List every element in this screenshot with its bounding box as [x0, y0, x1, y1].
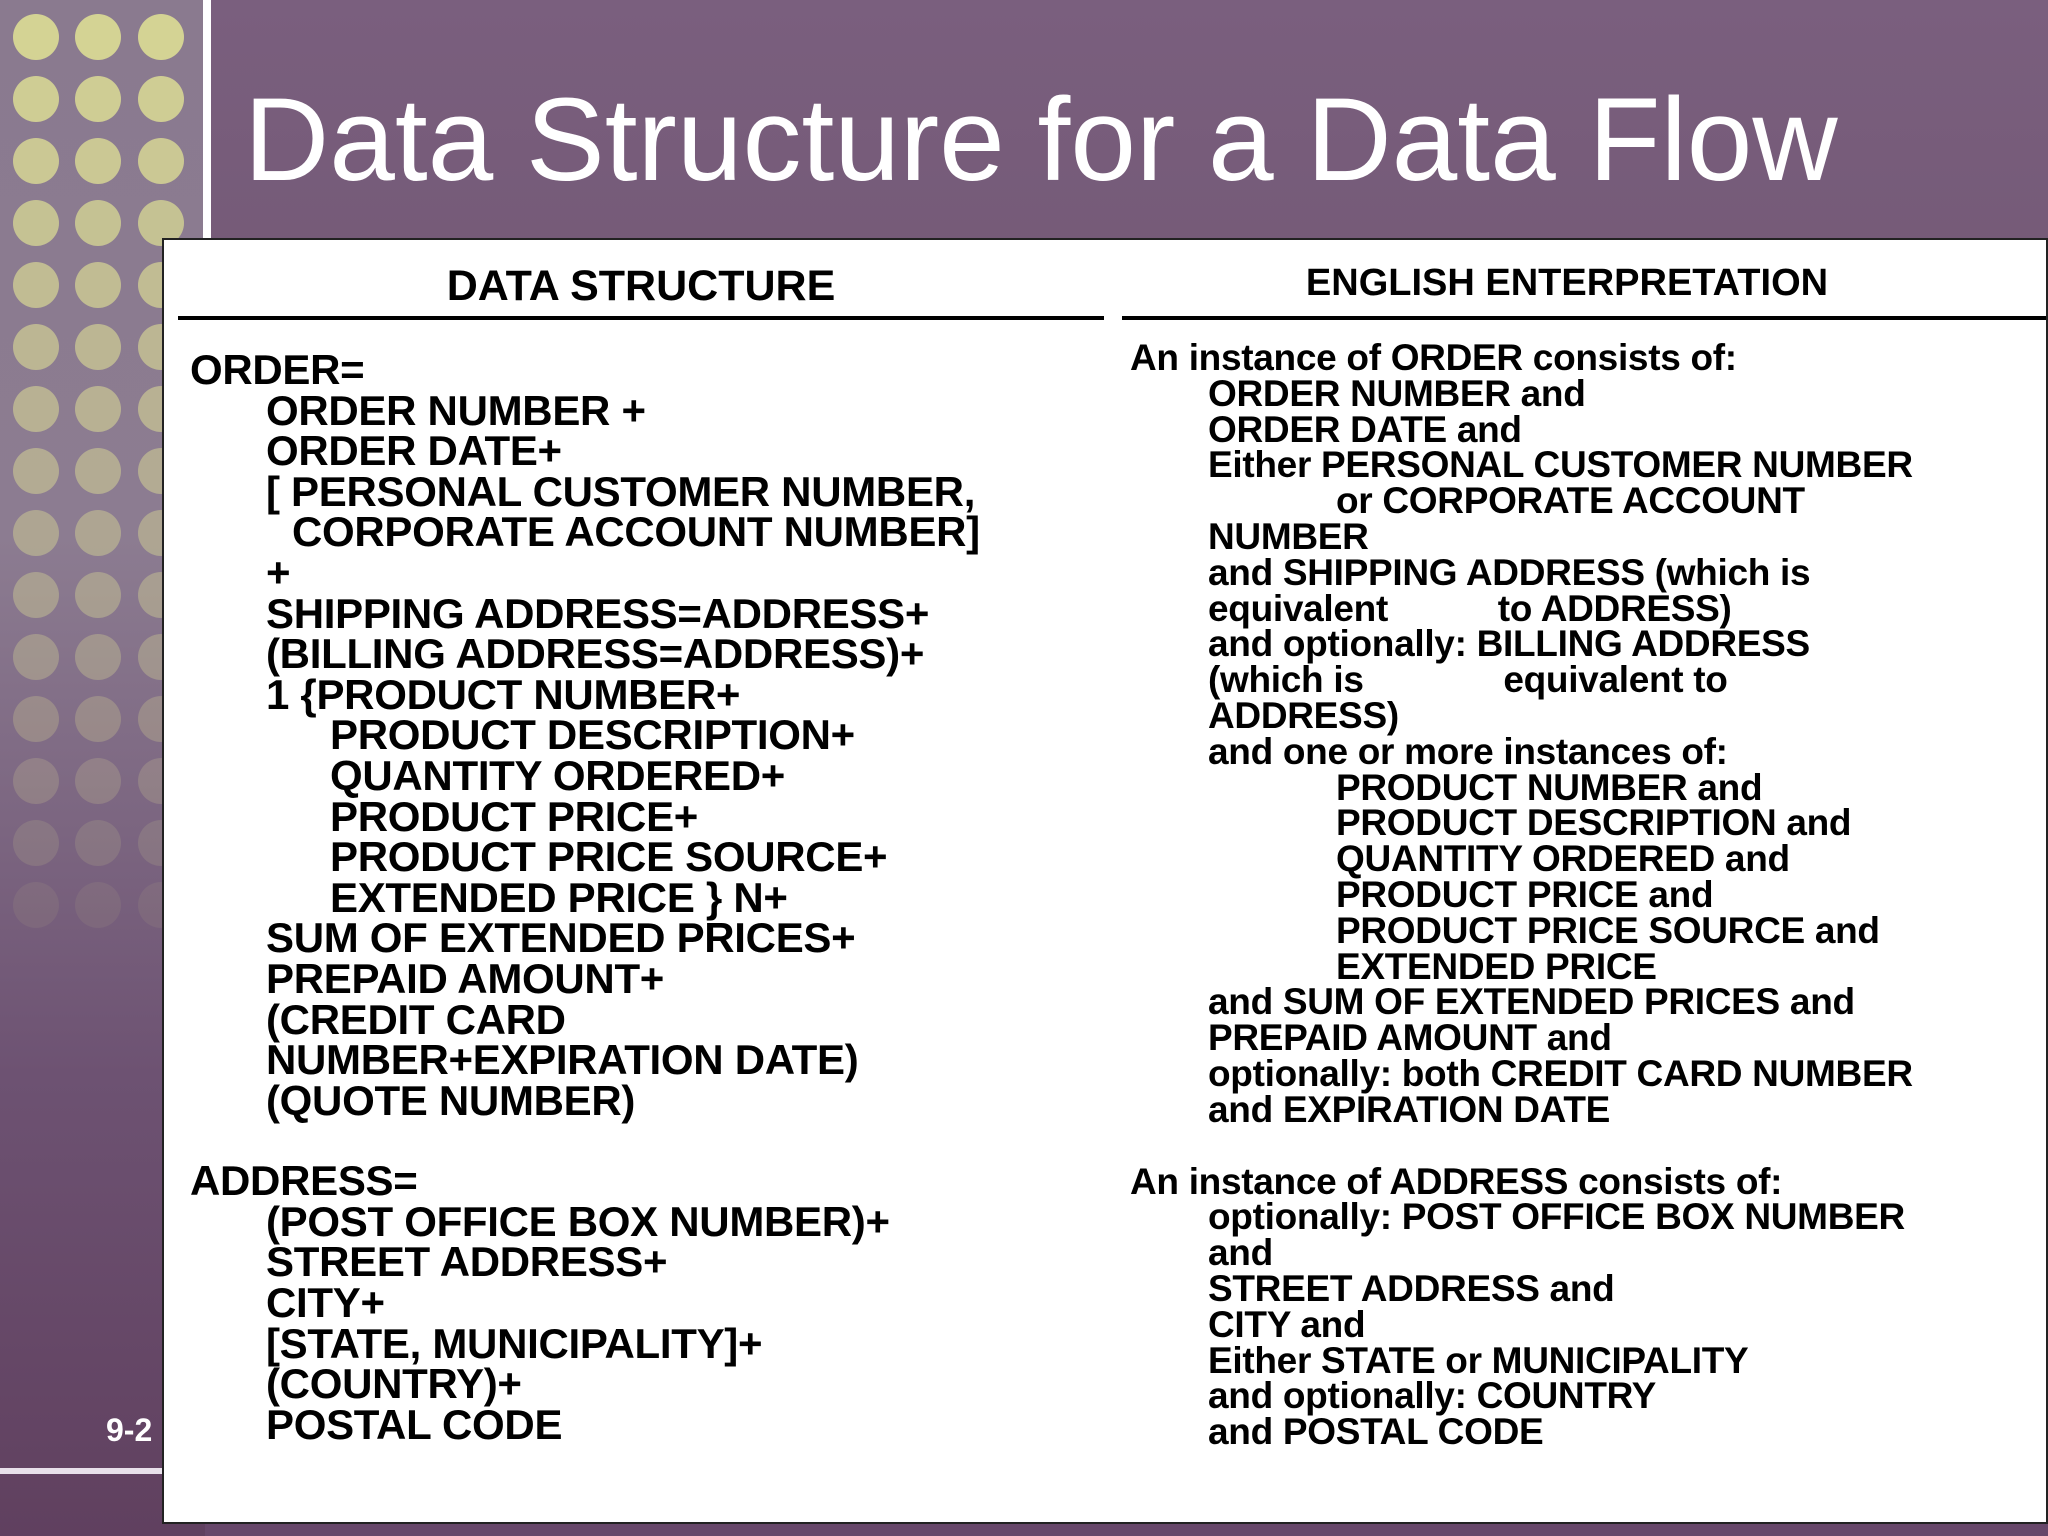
decorative-dot — [75, 510, 121, 556]
decorative-dot — [13, 696, 59, 742]
ds-line: PRODUCT PRICE SOURCE+ — [330, 833, 888, 881]
en-line: Either PERSONAL CUSTOMER NUMBER — [1208, 444, 1913, 486]
ds-line: SHIPPING ADDRESS=ADDRESS+ — [266, 589, 930, 637]
ds-line: + — [266, 548, 291, 596]
en-line: and one or more instances of: — [1208, 730, 1728, 772]
decorative-dot — [13, 200, 59, 246]
decorative-dot — [138, 138, 184, 184]
slide-title: Data Structure for a Data Flow — [244, 74, 1838, 206]
ds-line: (QUOTE NUMBER) — [266, 1076, 636, 1124]
strip-divider-line — [203, 0, 211, 250]
english-interpretation-column — [1130, 337, 1913, 1453]
decorative-dot — [138, 14, 184, 60]
header-rule-right — [1122, 316, 2048, 320]
decorative-dot — [75, 14, 121, 60]
decorative-dot — [13, 386, 59, 432]
en-line: equivalent to ADDRESS) — [1208, 587, 1732, 629]
decorative-dot — [13, 820, 59, 866]
decorative-dot — [75, 200, 121, 246]
en-line: Either STATE or MUNICIPALITY — [1208, 1339, 1749, 1381]
en-line: and optionally: BILLING ADDRESS — [1208, 623, 1810, 665]
decorative-dot — [13, 882, 59, 928]
decorative-dot — [75, 138, 121, 184]
data-structure-column — [190, 346, 980, 1448]
decorative-dot — [75, 262, 121, 308]
ds-line: NUMBER+EXPIRATION DATE) — [266, 1036, 859, 1084]
decorative-dot — [13, 324, 59, 370]
en-line: and EXPIRATION DATE — [1208, 1088, 1611, 1130]
en-line: ORDER NUMBER and — [1208, 372, 1586, 414]
en-line: EXTENDED PRICE — [1336, 945, 1657, 987]
decorative-dot — [75, 820, 121, 866]
decorative-dot — [75, 448, 121, 494]
ds-line: PRODUCT DESCRIPTION+ — [330, 711, 855, 759]
header-data-structure: DATA STRUCTURE — [446, 262, 836, 310]
decorative-dot — [13, 634, 59, 680]
footer-line — [0, 1468, 165, 1474]
ds-line: (CREDIT CARD — [266, 995, 566, 1043]
en-line: PRODUCT PRICE SOURCE and — [1336, 909, 1880, 951]
spacer — [190, 1121, 980, 1161]
decorative-dot — [75, 696, 121, 742]
content-panel — [162, 238, 2048, 1524]
en-line: ADDRESS) — [1208, 694, 1399, 736]
en-line: and optionally: COUNTRY — [1208, 1375, 1657, 1417]
ds-line: ORDER NUMBER + — [266, 386, 646, 434]
header-english-interpretation: ENGLISH ENTERPRETATION — [1305, 262, 1829, 304]
decorative-dot — [75, 634, 121, 680]
en-line: and POSTAL CODE — [1208, 1411, 1544, 1453]
ds-line: ORDER DATE+ — [266, 427, 562, 475]
decorative-dot — [75, 758, 121, 804]
en-line: QUANTITY ORDERED and — [1336, 838, 1790, 880]
en-line: An instance of ORDER consists of: — [1130, 337, 1737, 378]
ds-line: CORPORATE ACCOUNT NUMBER] — [292, 508, 980, 556]
decorative-dot — [13, 572, 59, 618]
ds-line: (BILLING ADDRESS=ADDRESS)+ — [266, 630, 925, 678]
header-rule-left — [178, 316, 1104, 320]
ds-line: PRODUCT PRICE+ — [330, 792, 699, 840]
decorative-dot — [13, 262, 59, 308]
decorative-dot — [13, 138, 59, 184]
ds-line: STREET ADDRESS+ — [266, 1238, 668, 1286]
decorative-dot — [13, 14, 59, 60]
ds-line: [STATE, MUNICIPALITY]+ — [266, 1319, 763, 1367]
spacer — [1130, 1128, 1913, 1164]
ds-line: [ PERSONAL CUSTOMER NUMBER, — [266, 467, 976, 515]
decorative-dot — [75, 572, 121, 618]
ds-line: QUANTITY ORDERED+ — [330, 751, 786, 799]
en-line: optionally: POST OFFICE BOX NUMBER — [1208, 1196, 1905, 1238]
ds-line: POSTAL CODE — [266, 1400, 563, 1448]
en-line: PRODUCT DESCRIPTION and — [1336, 802, 1852, 844]
en-line: (which is equivalent to — [1208, 659, 1728, 701]
decorative-dot — [75, 324, 121, 370]
en-line: CITY and — [1208, 1303, 1366, 1345]
slide-number: 9-2 — [106, 1412, 153, 1448]
decorative-dot — [13, 76, 59, 122]
decorative-dot — [75, 882, 121, 928]
en-line: ORDER DATE and — [1208, 408, 1522, 450]
ds-line: (POST OFFICE BOX NUMBER)+ — [266, 1197, 890, 1245]
ds-line: ORDER= — [190, 346, 365, 393]
en-line: and — [1208, 1232, 1273, 1274]
en-line: STREET ADDRESS and — [1208, 1267, 1615, 1309]
ds-line: SUM OF EXTENDED PRICES+ — [266, 914, 856, 962]
en-line: PRODUCT PRICE and — [1336, 873, 1714, 915]
decorative-dot — [13, 448, 59, 494]
decorative-dot — [75, 386, 121, 432]
decorative-dot — [13, 758, 59, 804]
en-line: or CORPORATE ACCOUNT — [1336, 480, 1805, 522]
en-line: PRODUCT NUMBER and — [1336, 766, 1763, 808]
ds-line: PREPAID AMOUNT+ — [266, 954, 665, 1002]
en-line: and SHIPPING ADDRESS (which is — [1208, 551, 1811, 593]
decorative-dot — [13, 510, 59, 556]
en-line: and SUM OF EXTENDED PRICES and — [1208, 981, 1855, 1023]
en-line: An instance of ADDRESS consists of: — [1130, 1160, 1783, 1202]
ds-line: 1 {PRODUCT NUMBER+ — [266, 670, 741, 718]
ds-line: ADDRESS= — [190, 1157, 418, 1205]
decorative-dot — [138, 76, 184, 122]
en-line: PREPAID AMOUNT and — [1208, 1017, 1612, 1059]
decorative-dot — [75, 76, 121, 122]
ds-line: CITY+ — [266, 1279, 385, 1327]
en-line: NUMBER — [1208, 515, 1369, 557]
en-line: optionally: both CREDIT CARD NUMBER — [1208, 1052, 1913, 1094]
ds-line: EXTENDED PRICE } N+ — [330, 873, 788, 921]
ds-line: (COUNTRY)+ — [266, 1360, 522, 1408]
